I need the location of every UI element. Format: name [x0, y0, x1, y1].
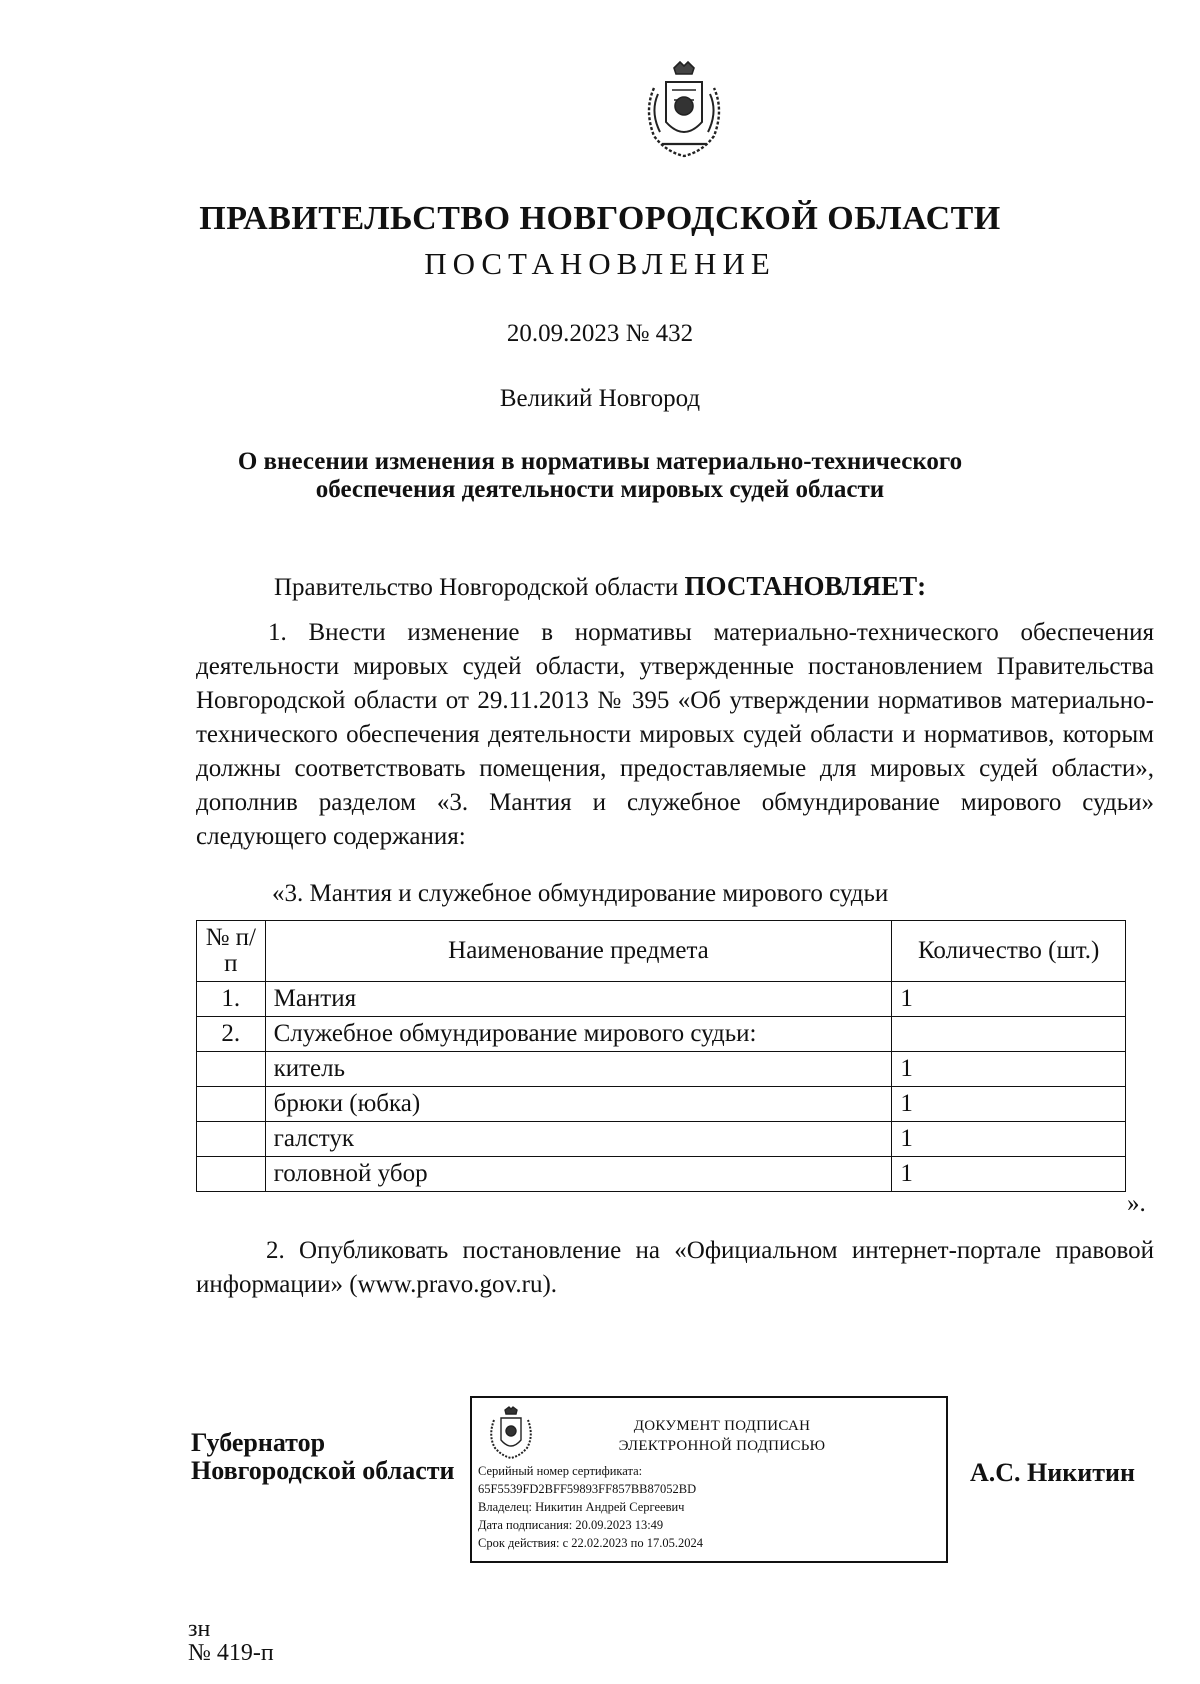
row-name: китель: [265, 1052, 892, 1087]
position-line-1: Губернатор: [191, 1428, 326, 1457]
signatory-position: [191, 1429, 455, 1485]
table-row: [197, 1157, 1126, 1192]
intro-action: ПОСТАНОВЛЯЕТ:: [684, 571, 927, 601]
row-qty: 1: [892, 1122, 1126, 1157]
table-row: [197, 982, 1126, 1017]
row-num: [197, 1157, 266, 1192]
paragraph-1: 1. Внести изменение в нормативы материально-технического обеспечения деятельности мировых судей области, утвержденные постановлением Правительства Новгородской области от 29.11.2013 № 395 «Об утверждении нормативов материально-технического обеспечения деятельности мировых судей области и нормативов, которым должны соответствовать помещения, предоставляемые для мировых судей области», дополнив разделом «3. Мантия и служебное обмундирование мирового судьи» следующего содержания:: [196, 619, 1154, 850]
row-qty: 1: [892, 1157, 1126, 1192]
coat-of-arms-emblem: [636, 60, 732, 162]
row-num: 1.: [197, 982, 266, 1017]
row-qty: 1: [892, 982, 1126, 1017]
electronic-signature-stamp: [470, 1396, 948, 1563]
row-name: Мантия: [265, 982, 892, 1017]
intro-line: [274, 571, 926, 602]
stamp-title-line-2: ЭЛЕКТРОННОЙ ПОДПИСЬЮ: [618, 1438, 826, 1454]
row-name: Служебное обмундирование мирового судьи:: [265, 1017, 892, 1052]
header-qty: Количество (шт.): [892, 921, 1126, 982]
table-header-row: [197, 921, 1126, 982]
row-num: [197, 1122, 266, 1157]
stamp-cert-label: Серийный номер сертификата:: [478, 1464, 643, 1478]
document-place: Великий Новгород: [499, 385, 701, 412]
footer-reference: [188, 1617, 274, 1665]
row-num: 2.: [197, 1017, 266, 1052]
row-name: головной убор: [265, 1157, 892, 1192]
header-name: Наименование предмета: [265, 921, 892, 982]
government-title: ПРАВИТЕЛЬСТВО НОВГОРОДСКОЙ ОБЛАСТИ: [199, 200, 1001, 237]
footer-initials: зн: [188, 1616, 211, 1642]
row-qty: 1: [892, 1052, 1126, 1087]
table-closing-mark: ».: [1127, 1190, 1146, 1217]
document-date-number: 20.09.2023 № 432: [506, 320, 694, 347]
footer-number: № 419-п: [188, 1640, 274, 1666]
stamp-title: [552, 1416, 892, 1456]
stamp-title-line-1: ДОКУМЕНТ ПОДПИСАН: [633, 1418, 811, 1434]
table-row: [197, 1017, 1126, 1052]
table-row: [197, 1122, 1126, 1157]
stamp-coat-of-arms-icon: [486, 1406, 536, 1460]
row-num: [197, 1087, 266, 1122]
row-num: [197, 1052, 266, 1087]
section-heading: «3. Мантия и служебное обмундирование мирового судьи: [272, 880, 889, 907]
signatory-name: А.С. Никитин: [970, 1458, 1135, 1487]
stamp-signed-date: Дата подписания: 20.09.2023 13:49: [478, 1518, 664, 1532]
row-qty: [892, 1017, 1126, 1052]
table-row: [197, 1052, 1126, 1087]
items-table: [196, 920, 1126, 1192]
table-row: [197, 1087, 1126, 1122]
row-name: брюки (юбка): [265, 1087, 892, 1122]
subject-line-1: О внесении изменения в нормативы материально-технического: [237, 448, 963, 475]
row-qty: 1: [892, 1087, 1126, 1122]
position-line-2: Новгородской области: [191, 1456, 455, 1485]
stamp-owner: Владелец: Никитин Андрей Сергеевич: [478, 1500, 685, 1514]
paragraph-2: 2. Опубликовать постановление на «Официальном интернет-портале правовой информации» (www.pravo.gov.ru).: [196, 1237, 1154, 1298]
intro-text: Правительство Новгородской области: [274, 574, 679, 601]
subject-line-2: обеспечения деятельности мировых судей области: [315, 476, 885, 503]
document-subject: [0, 448, 1200, 504]
document-type: ПОСТАНОВЛЕНИЕ: [424, 246, 776, 281]
stamp-validity: Срок действия: с 22.02.2023 по 17.05.2024: [478, 1536, 703, 1550]
stamp-cert-number: 65F5539FD2BFF59893FF857BB87052BD: [478, 1482, 697, 1496]
header-num: № п/п: [197, 921, 266, 982]
row-name: галстук: [265, 1122, 892, 1157]
